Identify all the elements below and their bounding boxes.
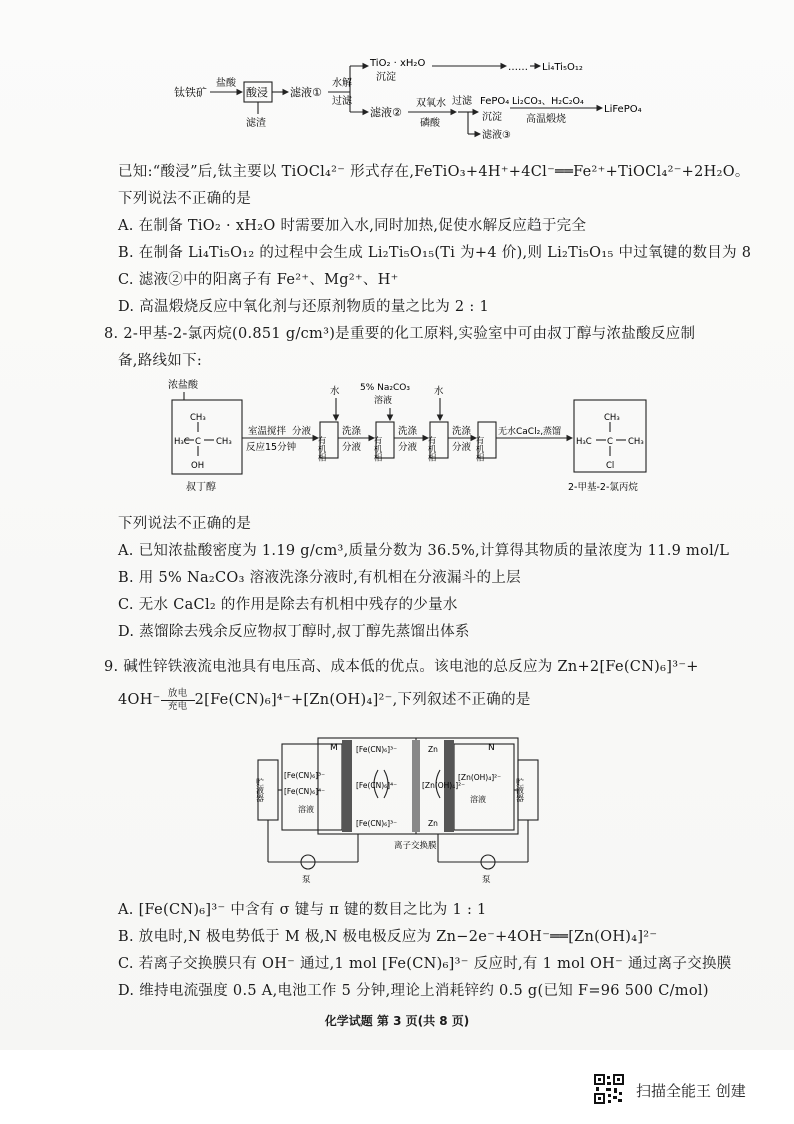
na2co3-label: 5% Na₂CO₃ <box>360 383 410 393</box>
organic-box-4: 有机相 <box>474 436 484 462</box>
filtrate1-label: 滤液① <box>290 86 322 99</box>
stir-label-1: 室温搅拌 <box>248 426 287 437</box>
titanium-process-flow-diagram <box>170 52 690 150</box>
dry-label: 无水CaCl₂,蒸馏 <box>498 427 562 437</box>
page-footer: 化学试题 第 3 页(共 8 页) <box>324 1014 470 1028</box>
q7-known: 已知:“酸浸”后,钛主要以 TiOCl₄²⁻ 形式存在,FeTiO₃+4H⁺+4Cl⁻══Fe²⁺+TiOCl₄²⁻+2H₂O。 <box>118 164 750 180</box>
product-h3c: H₃C <box>576 437 592 447</box>
filter2-label: 过滤 <box>452 96 472 107</box>
q8-stem-1: 8. 2-甲基-2-氯丙烷(0.851 g/cm³)是重要的化工原料,实验室中可由叔丁醇与浓盐酸反应制 <box>104 326 696 342</box>
calcine-label: 高温煅烧 <box>526 114 566 125</box>
sep-label: 分液 <box>292 426 312 437</box>
organic-box-1: 有机相 <box>316 436 326 462</box>
residue-label: 滤渣 <box>246 118 266 129</box>
hydrolysis-label: 水解 <box>332 78 352 89</box>
q9-stem-1: 9. 碱性锌铁液流电池具有电压高、成本低的优点。该电池的总反应为 Zn+2[Fe(CN)₆]³⁻+ <box>104 659 699 675</box>
pump-right: 泵 <box>482 875 491 885</box>
filtrate2-label: 滤液② <box>370 106 402 119</box>
leach-label: 酸浸 <box>246 86 268 99</box>
q7-option-c: C. 滤液②中的阳离子有 Fe²⁺、Mg²⁺、H⁺ <box>118 272 399 288</box>
q9-stem-2b: 2[Fe(CN)₆]⁴⁻+[Zn(OH)₄]²⁻,下列叙述不正确的是 <box>194 692 531 708</box>
reactant-oh: OH <box>191 461 205 471</box>
right-znoh: [Zn(OH)₄]²⁻ <box>458 773 502 782</box>
wash-label-3: 洗涤 <box>452 426 472 437</box>
q8-option-c: C. 无水 CaCl₂ 的作用是除去有机相中残存的少量水 <box>118 597 458 613</box>
sep-label-1: 分液 <box>342 442 362 453</box>
q7-option-b: B. 在制备 Li₄Ti₅O₁₂ 的过程中会生成 Li₂Ti₅O₁₅(Ti 为+4 价),则 Li₂Ti₅O₁₅ 中过氧键的数目为 8 <box>118 245 752 261</box>
q9-option-d: D. 维持电流强度 0.5 A,电池工作 5 分钟,理论上消耗锌约 0.5 g(已知 F=96 500 C/mol) <box>118 983 709 999</box>
organic-box-3: 有机相 <box>426 436 436 462</box>
wash-label-1: 洗涤 <box>342 426 362 437</box>
na2co3-soln-label: 溶液 <box>374 396 393 406</box>
ore-label: 钛铁矿 <box>174 86 207 99</box>
reaction-arrow <box>161 689 195 712</box>
reactant-ch3: CH₃ <box>190 413 206 423</box>
mid-fe-4: [Fe(CN)₆]⁴⁻ <box>356 781 398 790</box>
product-label: LiFePO₄ <box>604 104 642 115</box>
left-fe-4: [Fe(CN)₆]⁴⁻ <box>284 787 326 796</box>
discharge-label: 放电 <box>167 687 188 699</box>
mid-znoh: [Zn(OH)₄]²⁻ <box>422 781 466 790</box>
reactant-c: C <box>195 437 201 447</box>
phosphoric-label: 磷酸 <box>420 118 440 129</box>
reactant-h3c: H₃C <box>174 437 190 447</box>
left-fe-3: [Fe(CN)₆]³⁻ <box>284 771 326 780</box>
right-soln: 溶液 <box>470 795 486 804</box>
precipitate-label: 沉淀 <box>376 72 396 83</box>
electrode-m: M <box>330 743 338 753</box>
q7-option-a: A. 在制备 TiO₂ · xH₂O 时需要加入水,同时加热,促使水解反应趋于完全 <box>118 218 587 234</box>
q9-stem-2a: 4OH⁻ <box>118 692 161 708</box>
filter-label: 过滤 <box>332 96 352 107</box>
water-label-1: 水 <box>330 386 340 397</box>
left-soln: 溶液 <box>298 805 314 814</box>
membrane-label: 离子交换膜 <box>394 841 437 851</box>
precipitate2-label: 沉淀 <box>482 112 502 123</box>
filtrate3-label: 滤液③ <box>482 130 511 141</box>
store-left: 贮液器 <box>255 778 265 802</box>
q8-option-a: A. 已知浓盐酸密度为 1.19 g/cm³,质量分数为 36.5%,计算得其物质的量浓度为 11.9 mol/L <box>118 543 730 559</box>
reagents-label: Li₂CO₃、H₂C₂O₄ <box>512 96 584 107</box>
q7-stem: 下列说法不正确的是 <box>118 191 252 207</box>
acid-label: 盐酸 <box>216 78 236 89</box>
mid-fe-3-bottom: [Fe(CN)₆]³⁻ <box>356 819 398 828</box>
synthesis-route-diagram <box>164 376 664 500</box>
qr-code-icon <box>594 1074 624 1104</box>
electrode-n: N <box>488 743 495 753</box>
dots-label: …… <box>508 62 528 73</box>
product-cl: Cl <box>606 461 615 471</box>
stir-label-2: 反应15分钟 <box>246 442 297 453</box>
sep-label-3: 分液 <box>452 442 472 453</box>
hcl-label: 浓盐酸 <box>168 380 198 391</box>
scanner-watermark: 扫描全能王 创建 <box>636 1082 746 1100</box>
tio2-label: TiO₂ · xH₂O <box>370 58 426 69</box>
sep-label-2: 分液 <box>398 442 418 453</box>
reactant-name: 叔丁醇 <box>186 482 216 493</box>
q9-option-a: A. [Fe(CN)₆]³⁻ 中含有 σ 键与 π 键的数目之比为 1 : 1 <box>118 902 487 918</box>
product-ch3: CH₃ <box>604 413 620 423</box>
product-ch3-right: CH₃ <box>628 437 644 447</box>
peroxide-label: 双氧水 <box>416 98 446 109</box>
product-c: C <box>607 437 613 447</box>
flow-battery-diagram <box>248 720 548 888</box>
organic-box-2: 有机相 <box>372 436 382 462</box>
charge-label: 充电 <box>167 700 188 712</box>
mid-fe-3-top: [Fe(CN)₆]³⁻ <box>356 745 398 754</box>
mid-zn-bottom: Zn <box>428 819 438 828</box>
mid-zn-top: Zn <box>428 745 438 754</box>
wash-label-2: 洗涤 <box>398 426 418 437</box>
q9-option-b: B. 放电时,N 极电势低于 M 极,N 极电极反应为 Zn−2e⁻+4OH⁻══[Zn(OH)₄]²⁻ <box>118 929 658 945</box>
lti-label: Li₄Ti₅O₁₂ <box>542 62 583 73</box>
reactant-ch3-right: CH₃ <box>216 437 232 447</box>
q8-option-d: D. 蒸馏除去残余反应物叔丁醇时,叔丁醇先蒸馏出体系 <box>118 624 470 640</box>
q8-stem-3: 下列说法不正确的是 <box>118 516 252 532</box>
product-name: 2-甲基-2-氯丙烷 <box>568 482 638 493</box>
q9-stem-2 <box>118 688 531 712</box>
water-label-2: 水 <box>434 386 444 397</box>
q8-option-b: B. 用 5% Na₂CO₃ 溶液洗涤分液时,有机相在分液漏斗的上层 <box>118 570 521 586</box>
fepo4-label: FePO₄ <box>480 96 510 107</box>
q9-option-c: C. 若离子交换膜只有 OH⁻ 通过,1 mol [Fe(CN)₆]³⁻ 反应时,有 1 mol OH⁻ 通过离子交换膜 <box>118 956 732 972</box>
q8-stem-2: 备,路线如下: <box>118 353 203 369</box>
q7-option-d: D. 高温煅烧反应中氧化剂与还原剂物质的量之比为 2 : 1 <box>118 299 489 315</box>
store-right: 贮液器 <box>515 778 525 802</box>
pump-left: 泵 <box>302 875 311 885</box>
